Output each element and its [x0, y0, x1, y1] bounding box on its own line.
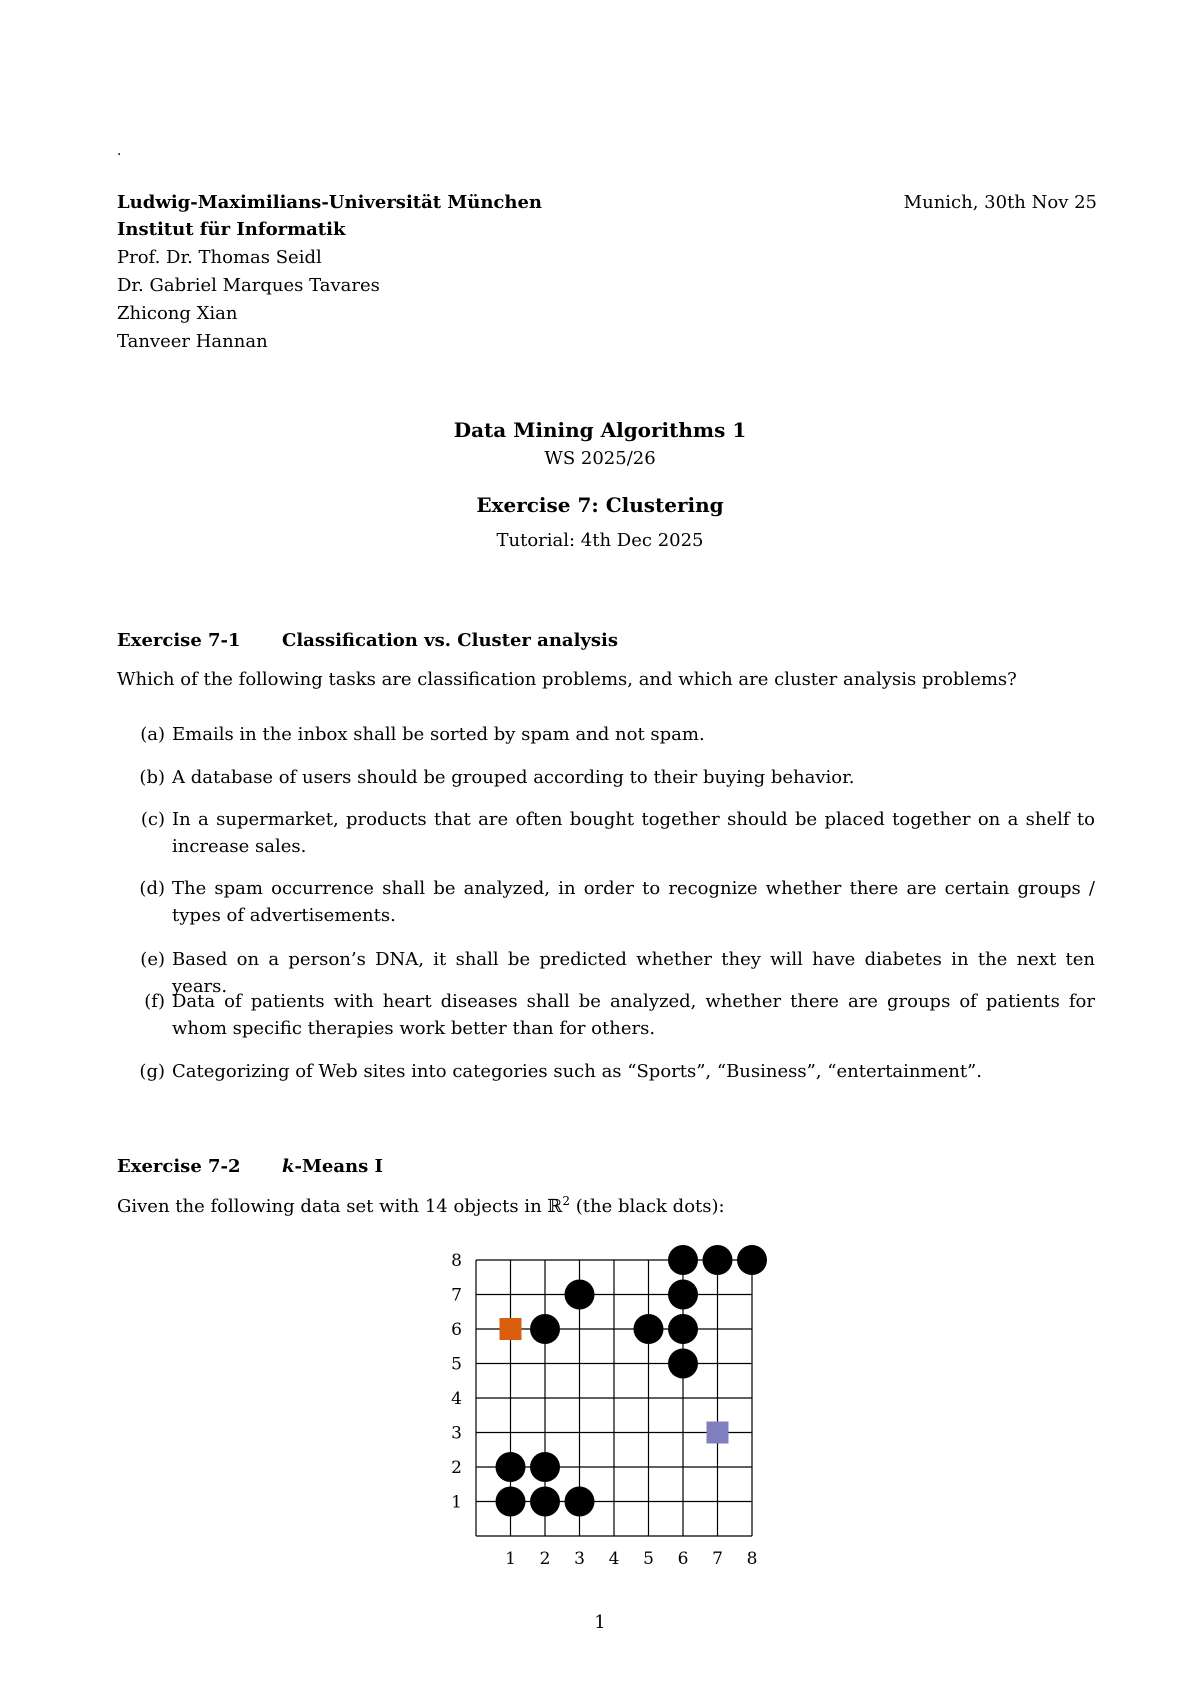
centroid-marker	[707, 1422, 729, 1444]
data-point	[737, 1245, 767, 1275]
list-item-label: (f)	[144, 991, 165, 1012]
intro-before: Given the following data set with 14 objects in	[117, 1196, 548, 1217]
data-point	[703, 1245, 733, 1275]
person-name: Zhicong Xian	[117, 303, 238, 324]
x-tick-label: 8	[746, 1549, 758, 1569]
space-exponent: 2	[562, 1194, 570, 1208]
exercise-2-title	[282, 1156, 383, 1177]
data-point	[496, 1487, 526, 1517]
list-item-text: Based on a person’s DNA, it shall be predicted whether they will have diabetes in the next ten years.	[172, 949, 1095, 997]
data-point	[668, 1245, 698, 1275]
y-tick-label: 3	[451, 1423, 462, 1444]
exercise-1-question: Which of the following tasks are classification problems, and which are cluster analysis problems?	[117, 669, 1017, 690]
header-dot: .	[117, 143, 122, 159]
kmeans-grid-chart	[440, 1240, 780, 1580]
y-tick-label: 1	[451, 1492, 462, 1513]
list-item-label: (g)	[139, 1061, 165, 1082]
data-point	[530, 1452, 560, 1482]
data-point	[530, 1487, 560, 1517]
y-tick-label: 4	[451, 1389, 462, 1409]
data-point	[668, 1280, 698, 1310]
data-point	[565, 1280, 595, 1310]
y-tick-label: 2	[451, 1458, 462, 1478]
intro-after: (the black dots):	[570, 1196, 725, 1217]
data-point	[565, 1487, 595, 1517]
data-point	[668, 1349, 698, 1379]
x-tick-label: 3	[574, 1549, 585, 1569]
person-name: Tanveer Hannan	[117, 331, 268, 352]
list-item-text: Emails in the inbox shall be sorted by spam and not spam.	[172, 724, 705, 745]
exercise-2-title-k: k	[282, 1156, 295, 1177]
exercise-2-number: Exercise 7-2	[117, 1156, 241, 1177]
y-tick-label: 7	[451, 1285, 462, 1306]
list-item-text: The spam occurrence shall be analyzed, in order to recognize whether there are certain groups / types of advertisements.	[172, 878, 1095, 926]
y-tick-label: 8	[451, 1251, 462, 1271]
list-item-text: Categorizing of Web sites into categories such as “Sports”, “Business”, “entertainment”.	[172, 1061, 982, 1082]
x-tick-label: 7	[712, 1549, 723, 1569]
y-tick-label: 5	[451, 1354, 462, 1375]
x-tick-label: 1	[505, 1549, 516, 1569]
course-title: Data Mining Algorithms 1	[453, 418, 747, 442]
person-name: Dr. Gabriel Marques Tavares	[117, 275, 380, 296]
list-item-text: In a supermarket, products that are often bought together should be placed together on a shelf to increase sales.	[172, 809, 1095, 857]
x-tick-label: 5	[643, 1549, 654, 1569]
data-point	[496, 1452, 526, 1482]
header-date: Munich, 30th Nov 25	[903, 192, 1097, 213]
x-tick-label: 4	[608, 1549, 620, 1569]
university-name: Ludwig-Maximilians-Universität München	[117, 192, 543, 213]
exercise-2-title-rest: -Means I	[294, 1156, 383, 1177]
person-name: Prof. Dr. Thomas Seidl	[117, 247, 322, 268]
x-tick-label: 2	[539, 1549, 551, 1569]
exercise-2-intro	[117, 1194, 725, 1217]
data-point	[530, 1314, 560, 1344]
list-item-label: (e)	[140, 949, 165, 970]
exercise-1-number: Exercise 7-1	[117, 630, 241, 651]
semester: WS 2025/26	[544, 448, 656, 469]
page-number: 1	[594, 1612, 606, 1633]
tutorial-date: Tutorial: 4th Dec 2025	[496, 530, 704, 551]
x-tick-label: 6	[677, 1549, 689, 1569]
centroid-marker	[500, 1318, 522, 1340]
exercise-1-title: Classification vs. Cluster analysis	[282, 630, 618, 651]
y-tick-label: 6	[451, 1320, 462, 1340]
space-symbol: ℝ	[547, 1196, 563, 1217]
list-item-label: (d)	[139, 878, 165, 899]
institute-name: Institut für Informatik	[117, 219, 346, 240]
list-item-text: A database of users should be grouped according to their buying behavior.	[172, 767, 855, 788]
data-point	[634, 1314, 664, 1344]
exercise-sheet-title: Exercise 7: Clustering	[476, 493, 724, 517]
list-item-label: (b)	[139, 767, 165, 788]
list-item-label: (a)	[140, 724, 165, 745]
data-point	[668, 1314, 698, 1344]
list-item-label: (c)	[140, 809, 165, 830]
list-item-text: Data of patients with heart diseases shall be analyzed, whether there are groups of patients for whom specific therapies work better than for others.	[172, 991, 1095, 1039]
